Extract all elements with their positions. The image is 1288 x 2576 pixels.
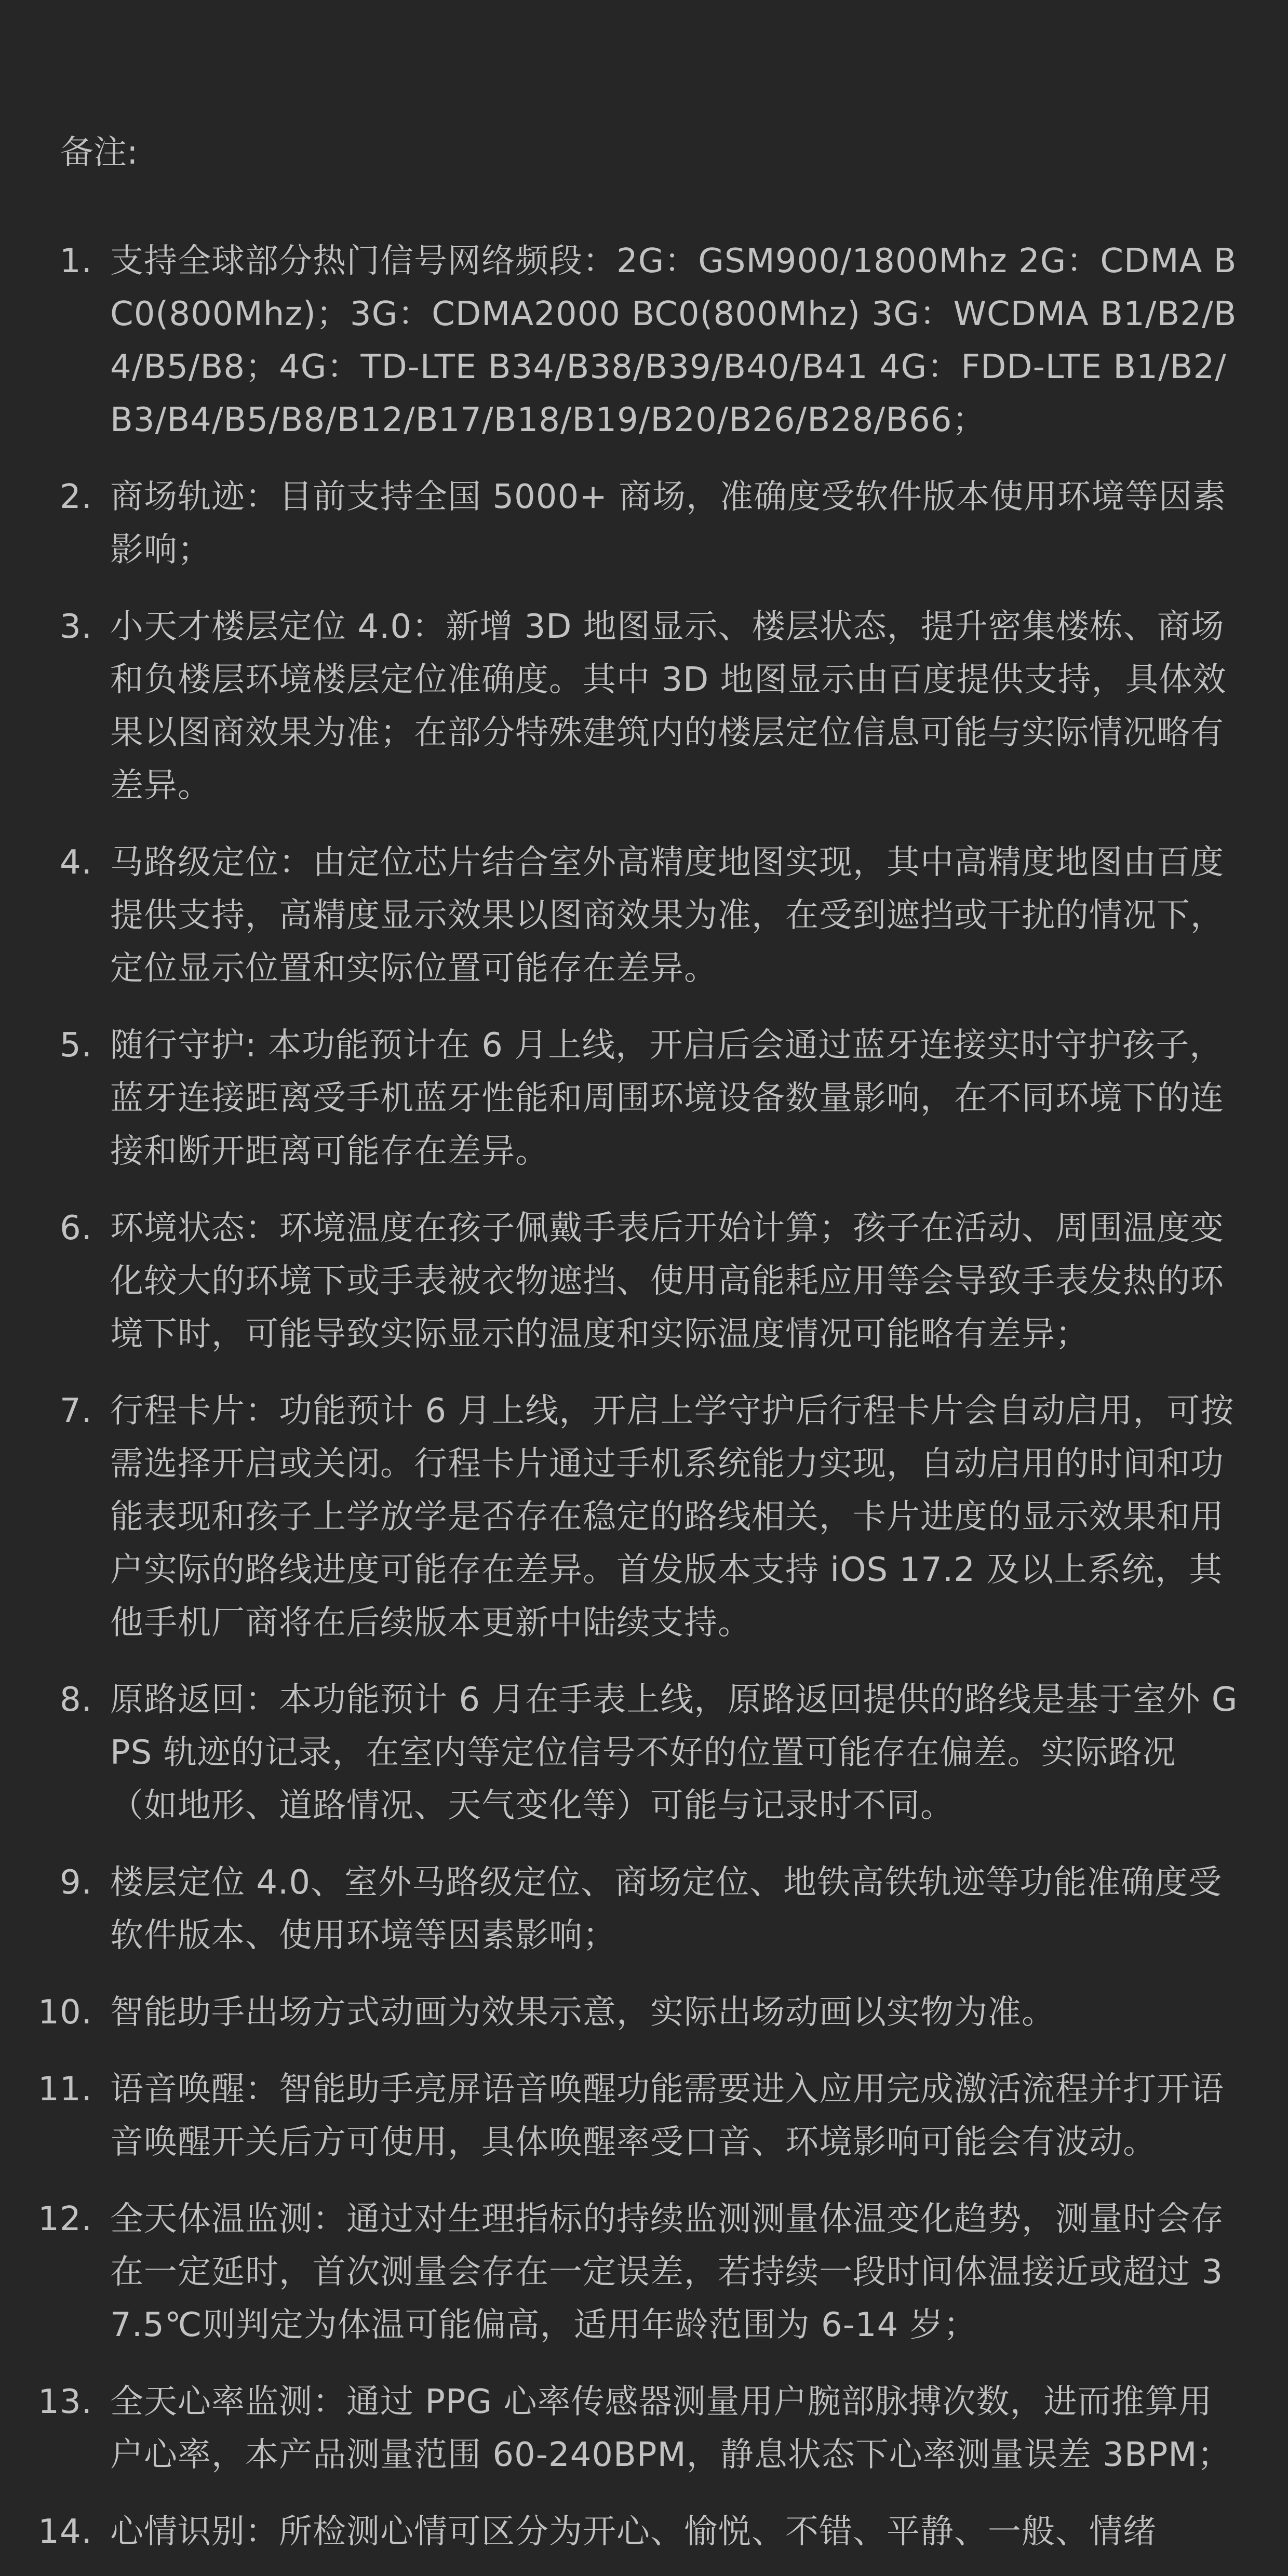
note-text: 商场轨迹：目前支持全国 5000+ 商场，准确度受软件版本使用环境等因素影响； xyxy=(110,478,1227,569)
note-item xyxy=(0,600,1288,812)
note-number: 8. xyxy=(59,1681,92,1719)
note-text: 马路级定位：由定位芯片结合室外高精度地图实现，其中高精度地图由百度提供支持，高精度显示效果以图商效果为准，在受到遮挡或干扰的情况下，定位显示位置和实际位置可能存在差异。 xyxy=(110,843,1224,988)
note-text: 全天心率监测：通过 PPG 心率传感器测量用户腕部脉搏次数，进而推算用户心率，本产品测量范围 60-240BPM，静息状态下心率测量误差 3BPM； xyxy=(110,2383,1231,2474)
note-item xyxy=(0,1673,1288,1832)
note-item xyxy=(0,1856,1288,1962)
note-text: 行程卡片：功能预计 6 月上线，开启上学守护后行程卡片会自动启用，可按需选择开启或关闭。行程卡片通过手机系统能力实现，自动启用的时间和功能表现和孩子上学放学是否存在稳定的路线相关，卡片进度的显示效果和用户实际的路线进度可能存在差异。首发版本支持 iOS 17.2 及以上系统，其他手机厂商将在后续版本更新中陆续支持。 xyxy=(110,1392,1235,1642)
notes-list xyxy=(0,235,1288,2576)
note-number: 1. xyxy=(59,242,92,280)
note-item xyxy=(0,2505,1288,2558)
note-number: 6. xyxy=(59,1209,92,1247)
note-text: 心情识别：所检测心情可区分为开心、愉悦、不错、平静、一般、情绪 xyxy=(110,2513,1157,2551)
note-text: 环境状态：环境温度在孩子佩戴手表后开始计算；孩子在活动、周围温度变化较大的环境下或手表被衣物遮挡、使用高能耗应用等会导致手表发热的环境下时，可能导致实际显示的温度和实际温度情况可能略有差异； xyxy=(110,1209,1224,1353)
note-item xyxy=(0,1986,1288,2039)
note-text: 语音唤醒：智能助手亮屏语音唤醒功能需要进入应用完成激活流程并打开语音唤醒开关后方可使用，具体唤醒率受口音、环境影响可能会有波动。 xyxy=(110,2070,1224,2162)
note-number: 12. xyxy=(38,2200,92,2238)
note-item xyxy=(0,836,1288,995)
note-item xyxy=(0,235,1288,447)
note-item xyxy=(0,1202,1288,1361)
note-item xyxy=(0,2193,1288,2352)
note-number: 14. xyxy=(38,2513,92,2551)
note-text: 原路返回：本功能预计 6 月在手表上线，原路返回提供的路线是基于室外 GPS 轨迹的记录，在室内等定位信号不好的位置可能存在偏差。实际路况（如地形、道路情况、天气变化等）可能与记录时不同。 xyxy=(110,1681,1238,1825)
note-number: 2. xyxy=(59,478,92,516)
note-item xyxy=(0,1019,1288,1178)
note-number: 9. xyxy=(59,1863,92,1902)
note-number: 11. xyxy=(38,2070,92,2109)
note-text: 智能助手出场方式动画为效果示意，实际出场动画以实物为准。 xyxy=(110,1993,1055,2032)
note-text: 支持全球部分热门信号网络频段：2G：GSM900/1800Mhz 2G：CDMA BC0(800Mhz)；3G：CDMA2000 BC0(800Mhz) 3G：WCDMA B1/B2/B4/B5/B8；4G：TD-LTE B34/B38/B39/B40/B41 4G：FDD-LTE B1/B2/B3/B4/B5/B8/B12/B17/B18/B19/B20/B26/B28/B66； xyxy=(110,242,1237,439)
note-number: 7. xyxy=(59,1392,92,1430)
note-number: 3. xyxy=(59,608,92,646)
notes-heading: 备注: xyxy=(60,133,138,172)
note-number: 4. xyxy=(59,843,92,882)
note-text: 小天才楼层定位 4.0：新增 3D 地图显示、楼层状态，提升密集楼栋、商场和负楼层环境楼层定位准确度。其中 3D 地图显示由百度提供支持，具体效果以图商效果为准；在部分特殊建筑内的楼层定位信息可能与实际情况略有差异。 xyxy=(110,608,1227,805)
note-text: 楼层定位 4.0、室外马路级定位、商场定位、地铁高铁轨迹等功能准确度受软件版本、使用环境等因素影响； xyxy=(110,1863,1223,1955)
note-text: 随行守护: 本功能预计在 6 月上线，开启后会通过蓝牙连接实时守护孩子，蓝牙连接距离受手机蓝牙性能和周围环境设备数量影响，在不同环境下的连接和断开距离可能存在差异。 xyxy=(110,1026,1224,1171)
note-text: 全天体温监测：通过对生理指标的持续监测测量体温变化趋势，测量时会存在一定延时，首次测量会存在一定误差，若持续一段时间体温接近或超过 37.5℃则判定为体温可能偏高，适用年龄范围为 6-14 岁； xyxy=(110,2200,1224,2344)
note-item xyxy=(0,1385,1288,1649)
note-item xyxy=(0,471,1288,576)
note-number: 13. xyxy=(38,2383,92,2421)
note-item xyxy=(0,2063,1288,2169)
note-number: 10. xyxy=(38,1993,92,2032)
note-number: 5. xyxy=(59,1026,92,1065)
note-item xyxy=(0,2376,1288,2481)
